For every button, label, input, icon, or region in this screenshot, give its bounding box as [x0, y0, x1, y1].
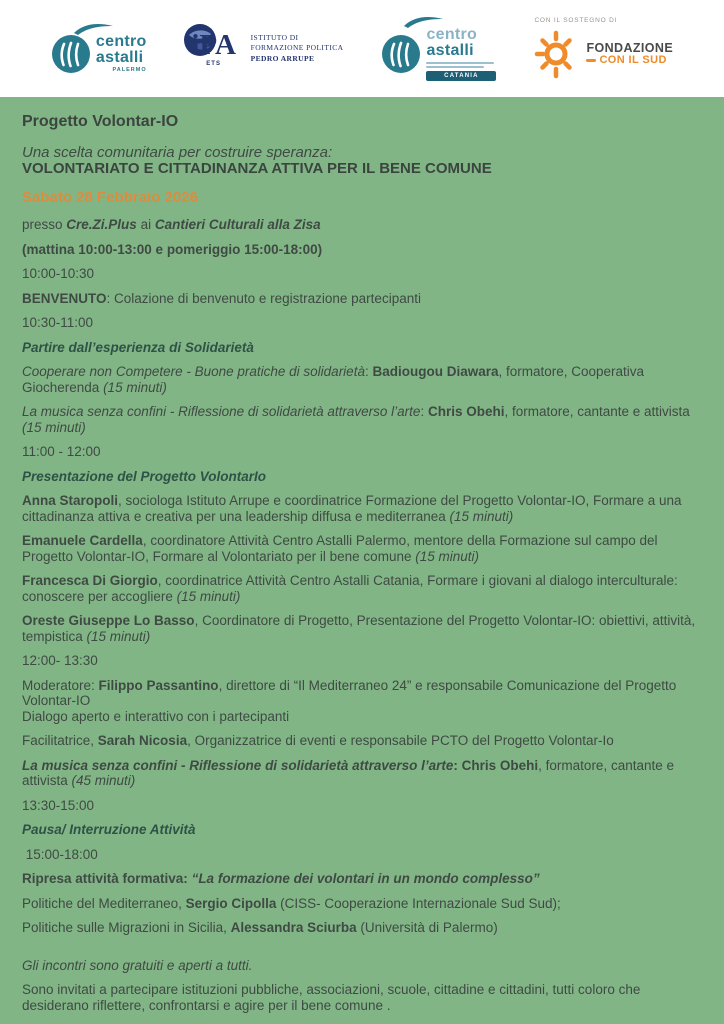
speaker-cardella	[22, 533, 700, 564]
text-segment: (mattina 10:00-13:00 e pomeriggio 15:00-18:00)	[22, 241, 323, 257]
text-segment: Moderatore:	[22, 677, 99, 693]
logo-word-centro: centro	[95, 32, 147, 50]
text-segment: Sergio Cipolla	[185, 895, 277, 911]
slot-time-2	[22, 315, 700, 331]
event-venue	[22, 217, 700, 233]
logo-centro-astalli-catania	[381, 17, 496, 81]
text-segment: , coordinatore Attività Centro Astalli Palermo, mentore della Formazione sul campo del Progetto Volontar-IO, Formare al Volontariato per il bene comune	[22, 533, 658, 564]
logo-city-palermo: PALERMO	[112, 66, 147, 73]
speaker-sciurba	[22, 920, 700, 936]
text-segment: , coordinatrice Attività Centro Astalli Catania, Formare i giovani al dialogo interculturale: conoscere per accogliere	[22, 573, 678, 604]
logo-ets-label: ETS	[206, 60, 221, 67]
text-segment: Presentazione del Progetto VolontarIo	[22, 468, 267, 484]
text-segment: La musica senza confini - Riflessione di solidarietà attraverso l’arte	[22, 757, 454, 773]
slot-time-6	[22, 847, 700, 863]
logo-word-astalli: astalli	[426, 41, 474, 59]
text-segment: Cre.Zi.Plus	[66, 217, 137, 232]
ipa-text-line-3: PEDRO ARRUPE	[250, 53, 315, 63]
speaker-cipolla	[22, 896, 700, 912]
sun-icon	[534, 28, 582, 80]
text-segment: Francesca Di Giorgio	[22, 573, 158, 588]
ipa-text-line-1: ISTITUTO DI	[250, 33, 299, 43]
centro-astalli-figures-icon	[381, 34, 421, 74]
text-segment: , direttore di “Il Mediterraneo 24” e responsabile Comunicazione del Progetto Volontar-IO	[22, 677, 677, 708]
text-segment: (45 minuti)	[71, 773, 136, 788]
facilitator-block	[22, 733, 700, 749]
text-segment: Chris Obehi	[461, 757, 539, 773]
slot-time-4	[22, 653, 700, 669]
orange-dash-icon	[586, 59, 596, 63]
fondazione-sub: CON IL SUD	[599, 53, 667, 66]
text-segment: Badiougou Diawara	[372, 364, 499, 379]
text-segment: Una scelta comunitaria per costruire speranza:	[22, 143, 333, 161]
text-segment: Pausa/ Interruzione Attività	[22, 822, 196, 837]
text-segment: :	[420, 404, 428, 419]
logo-bar	[0, 0, 724, 97]
text-segment: presso	[22, 217, 67, 232]
slot-time-1	[22, 266, 700, 282]
logo-city-catania: CATANIA	[426, 71, 496, 81]
music-session-2	[22, 758, 700, 789]
text-segment: Dialogo aperto e interattivo con i partecipanti	[22, 708, 290, 724]
speaker-staropoli	[22, 493, 700, 524]
text-segment: Chris Obehi	[427, 404, 505, 419]
text-segment: (15 minuti)	[103, 379, 167, 395]
bird-swoosh-icon	[73, 22, 115, 36]
text-segment: (15 minuti)	[449, 508, 514, 524]
text-segment: Anna Staropoli	[22, 493, 119, 508]
text-segment: Emanuele Cardella	[22, 533, 143, 548]
session-1-item-2	[22, 404, 700, 435]
text-segment: ai	[136, 217, 155, 232]
text-segment: Cooperare non Competere - Buone pratiche di solidarietà	[22, 364, 365, 379]
text-segment: Alessandra Sciurba	[230, 920, 357, 935]
text-segment: Cantieri Culturali alla Zisa	[154, 217, 321, 232]
text-segment: 15:00-18:00	[22, 846, 98, 862]
moderator-block	[22, 678, 700, 725]
text-segment: (15 minuti)	[22, 419, 86, 435]
free-entry-note	[22, 958, 700, 974]
text-segment: Filippo Passantino	[98, 677, 219, 693]
text-segment: 11:00 - 12:00	[22, 444, 101, 459]
text-segment: :	[453, 757, 462, 773]
text-segment: BENVENUTO	[22, 290, 107, 306]
logo-istituto-pedro-arrupe	[185, 28, 344, 67]
text-segment: , Coordinatore di Progetto, Presentazione del Progetto Volontar-IO: obiettivi, attività, tempistica	[22, 613, 696, 644]
fondazione-name: FONDAZIONE	[586, 40, 674, 55]
text-segment: , formatore, cantante e attivista	[22, 757, 674, 788]
text-segment: Progetto Volontar-IO	[22, 113, 179, 130]
logo-acronym-ipa: iPA	[191, 28, 236, 61]
break-heading	[22, 822, 700, 838]
text-segment: , Organizzatrice di eventi e responsabile PCTO del Progetto Volontar-Io	[187, 733, 614, 748]
text-segment: : Colazione di benvenuto e registrazione partecipanti	[106, 290, 421, 306]
slot-time-3	[22, 444, 700, 460]
centro-astalli-figures-icon	[51, 34, 91, 74]
text-segment: , formatore, Cooperativa Giocherenda	[22, 364, 645, 395]
text-segment: Oreste Giuseppe Lo Basso	[22, 613, 195, 628]
text-segment: Partire dall’esperienza di Solidarietà	[22, 339, 254, 355]
text-segment: 12:00- 13:30	[22, 653, 98, 668]
speaker-lo-basso	[22, 613, 700, 644]
text-segment: Politiche sulle Migrazioni in Sicilia,	[22, 920, 231, 935]
text-segment: VOLONTARIATO E CITTADINANZA ATTIVA PER IL BENE COMUNE	[22, 160, 492, 177]
text-segment: (15 minuti)	[415, 548, 479, 564]
text-segment: (15 minuti)	[86, 628, 151, 644]
logo-word-astalli: astalli	[95, 48, 144, 66]
logo-fondazione-con-il-sud	[534, 17, 673, 80]
catania-tagline-lines	[426, 62, 496, 68]
session-1-item-1	[22, 364, 700, 395]
event-subtitle	[22, 145, 700, 161]
session-1-heading	[22, 340, 700, 356]
support-label: CON IL SOSTEGNO DI	[534, 17, 618, 24]
slot-welcome	[22, 291, 700, 307]
text-segment: 10:00-10:30	[22, 266, 95, 281]
logo-word-centro: centro	[426, 25, 478, 43]
slot-time-5	[22, 798, 700, 814]
text-segment: (Università di Palermo)	[356, 920, 498, 935]
text-segment: (15 minuti)	[176, 588, 241, 604]
text-segment: Gli incontri sono gratuiti e aperti a tutti.	[22, 957, 253, 973]
ipa-text-line-2: FORMAZIONE POLITICA	[250, 43, 344, 53]
text-segment: , sociologa Istituto Arrupe e coordinatrice Formazione del Progetto Volontar-IO, Formare a una cittadinanza attiva e creativa per una leadership diffusa e mediterranea	[22, 493, 682, 524]
text-segment: La musica senza confini - Riflessione di solidarietà attraverso l’arte	[22, 404, 421, 419]
text-segment: “La formazione dei volontari in un mondo complesso”	[191, 871, 540, 886]
text-segment: Politiche del Mediterraneo,	[22, 895, 186, 911]
speaker-di-giorgio	[22, 573, 700, 604]
text-segment: Facilitatrice,	[22, 733, 98, 748]
event-hours	[22, 242, 700, 258]
text-segment: (CISS- Cooperazione Internazionale Sud Sud);	[276, 895, 561, 911]
text-segment: Sono invitati a partecipare istituzioni pubbliche, associazioni, scuole, cittadine e cittadini, tutti coloro che desiderano riflettere, confrontarsi e agire per il bene comune .	[22, 982, 641, 1013]
text-segment: , formatore, cantante e attivista	[504, 404, 690, 419]
text-segment: Sabato 28 Febbraio 2026	[22, 188, 198, 206]
project-title	[22, 114, 700, 130]
session-2-heading	[22, 469, 700, 485]
invitation-note	[22, 982, 700, 1013]
afternoon-heading	[22, 871, 700, 887]
text-segment: Ripresa attività formativa:	[22, 871, 192, 886]
bird-swoosh-icon	[403, 15, 445, 29]
text-segment: Sarah Nicosia	[97, 733, 188, 748]
logo-centro-astalli-palermo	[51, 24, 147, 74]
program-body	[0, 97, 724, 1024]
text-segment: 10:30-11:00	[22, 315, 94, 330]
text-segment: 13:30-15:00	[22, 797, 95, 813]
text-segment: :	[364, 364, 373, 379]
event-title-caps	[22, 161, 700, 177]
event-date	[22, 190, 700, 206]
